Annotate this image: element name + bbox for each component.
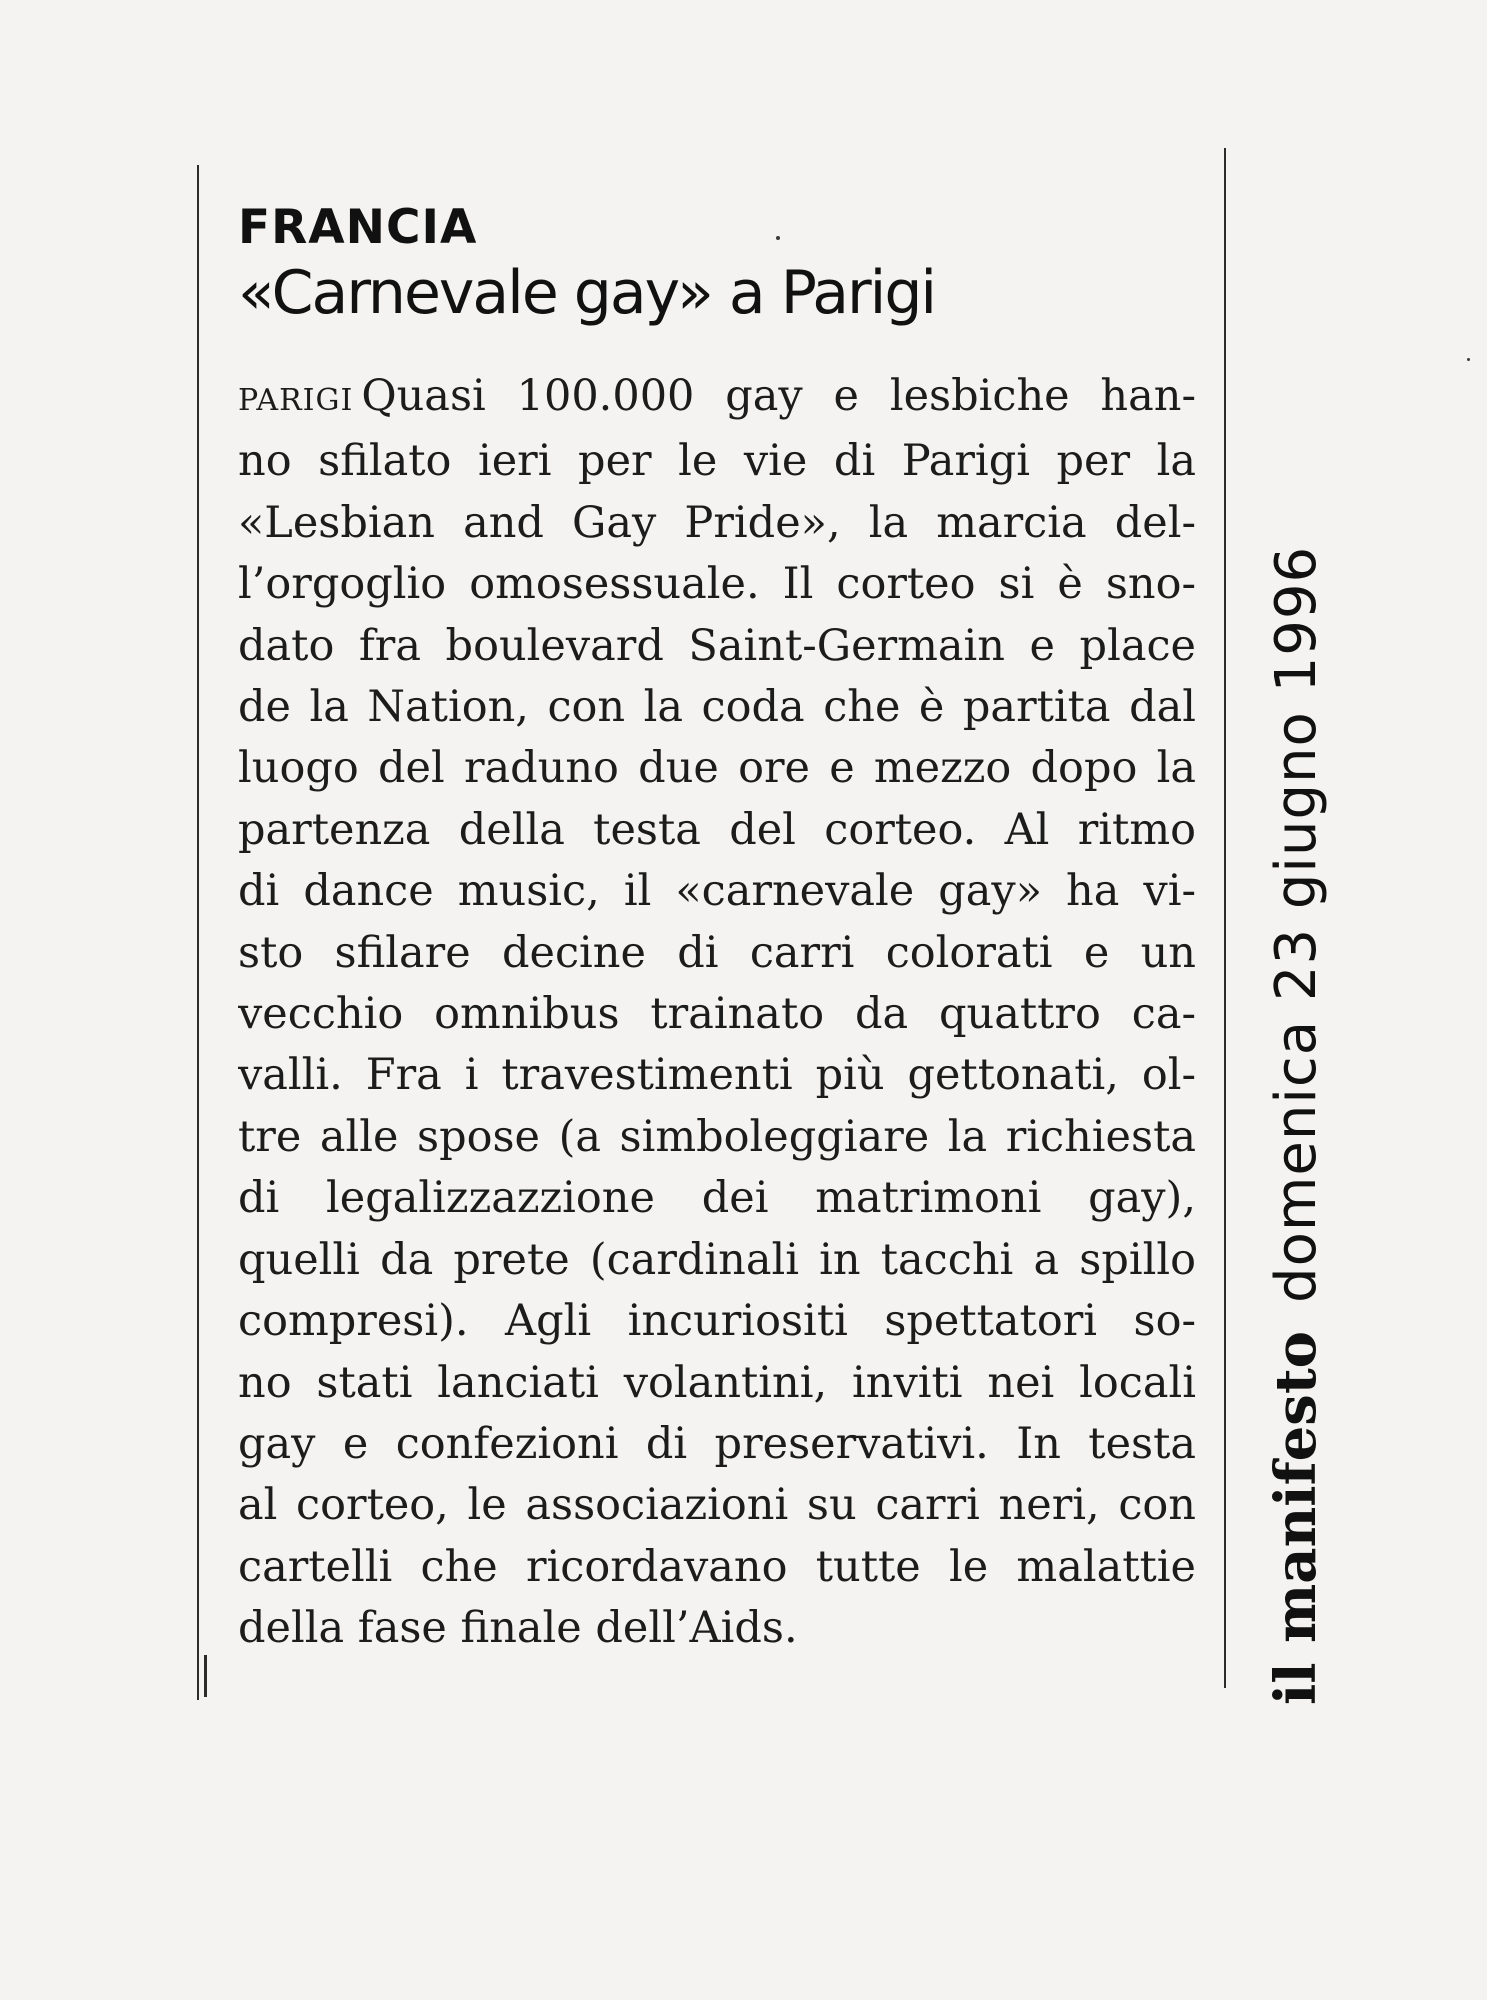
newspaper-name: il manifesto: [1263, 1330, 1329, 1705]
news-article: [238, 200, 1196, 1660]
left-column-rule: [197, 165, 199, 1700]
body-line: l’orgoglio omosessuale. Il corteo si è sno-: [238, 559, 1196, 610]
body-line: al corteo, le associazioni su carri neri, con: [238, 1480, 1196, 1531]
article-headline: «Carnevale gay» a Parigi: [238, 258, 936, 328]
body-line: compresi). Agli incuriositi spettatori so-: [238, 1296, 1196, 1347]
body-line: sto sfilare decine di carri colorati e un: [238, 927, 1196, 978]
body-line: dato fra boulevard Saint-Germain e place: [238, 620, 1196, 671]
body-line-text: Quasi 100.000 gay e lesbiche han-: [361, 371, 1196, 421]
body-line: vecchio omnibus trainato da quattro ca-: [238, 989, 1196, 1040]
body-line: no stati lanciati volantini, inviti nei locali: [238, 1357, 1196, 1408]
body-line: cartelli che ricordavano tutte le malattie: [238, 1541, 1196, 1592]
body-line: valli. Fra i travestimenti più gettonati, ol-: [238, 1050, 1196, 1101]
article-kicker: FRANCIA: [238, 200, 478, 255]
article-body: [238, 366, 1196, 1660]
publication-date: domenica 23 giugno 1996: [1264, 545, 1329, 1303]
body-line: di dance music, il «carnevale gay» ha vi-: [238, 866, 1196, 917]
article-dateline: PARIGI: [238, 383, 354, 418]
body-line: della fase finale dell’Aids.: [238, 1603, 798, 1654]
print-speck: [1467, 358, 1470, 361]
body-line: de la Nation, con la coda che è partita dal: [238, 682, 1196, 733]
body-line: partenza della testa del corteo. Al ritmo: [238, 804, 1196, 855]
body-line: «Lesbian and Gay Pride», la marcia del-: [238, 497, 1196, 548]
body-line: [238, 366, 1196, 431]
body-line: tre alle spose (a simboleggiare la richiesta: [238, 1111, 1196, 1162]
body-line: gay e confezioni di preservativi. In testa: [238, 1418, 1196, 1469]
right-column-rule: [1224, 148, 1226, 1688]
body-line: luogo del raduno due ore e mezzo dopo la: [238, 743, 1196, 794]
body-line: di legalizzazzione dei matrimoni gay),: [238, 1173, 1196, 1224]
body-line: no sfilato ieri per le vie di Parigi per la: [238, 436, 1196, 487]
column-rule-tick: [204, 1655, 207, 1697]
body-line: quelli da prete (cardinali in tacchi a spillo: [238, 1234, 1196, 1285]
masthead-vertical: [1256, 525, 1336, 1705]
